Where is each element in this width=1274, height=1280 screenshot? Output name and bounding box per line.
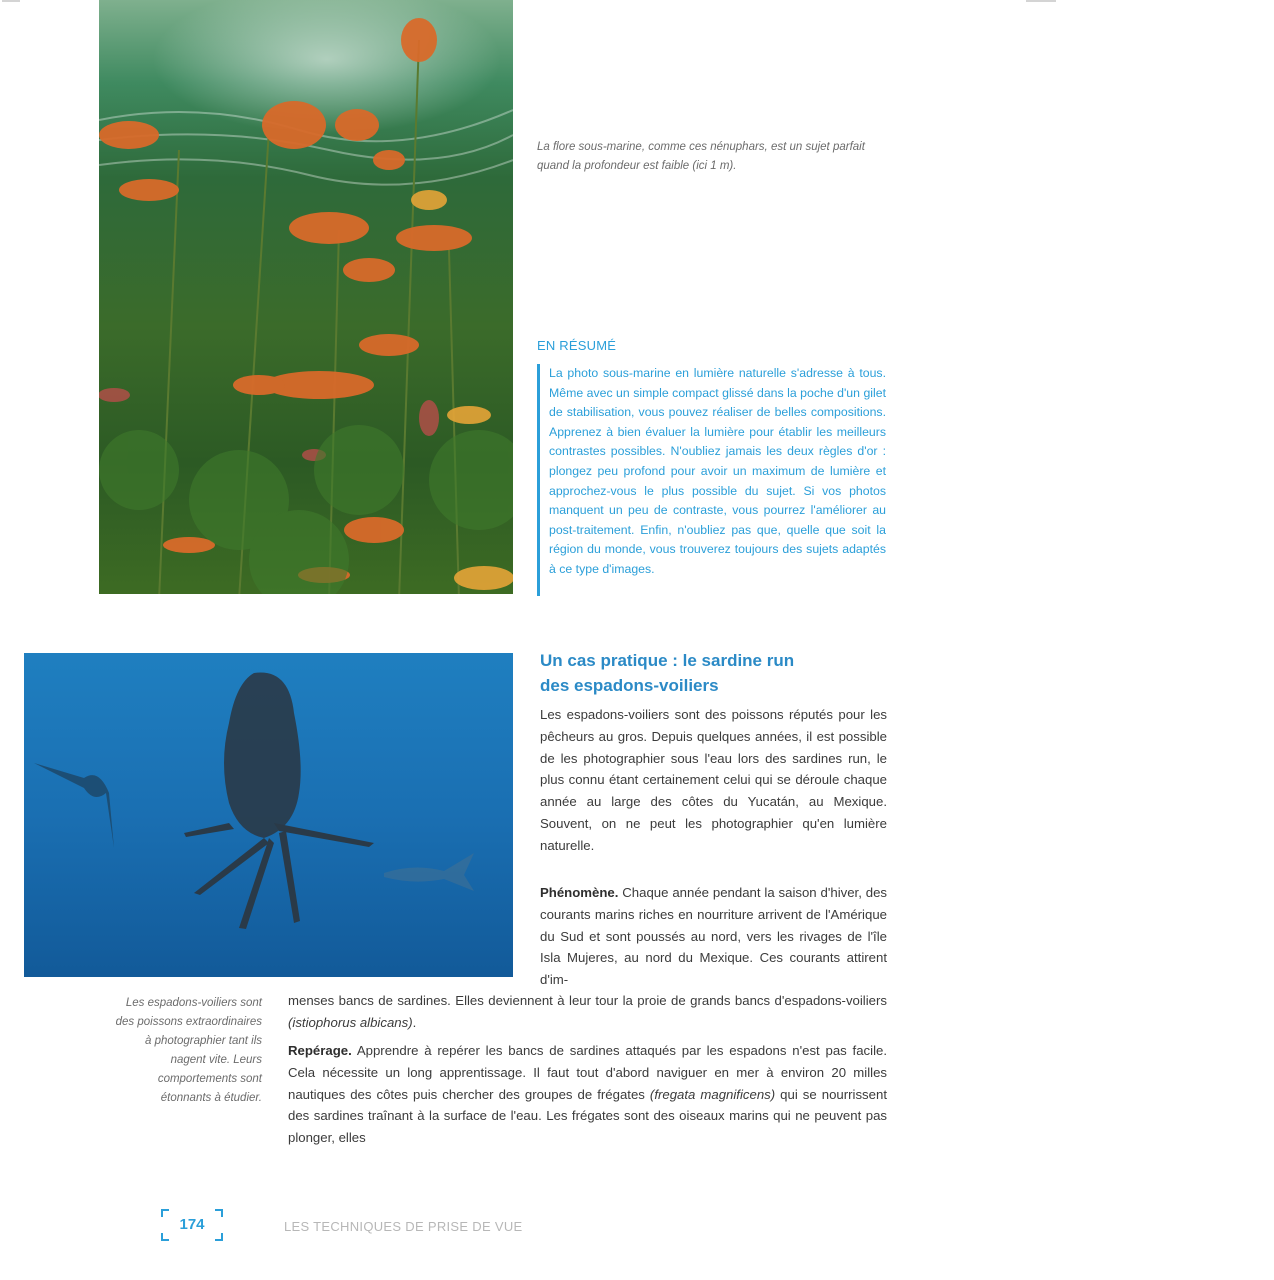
reperage-text-a: Apprendre à repérer les bancs de sardines attaqués par les espadons n'est pas facile. Cela nécessite un long apprentissage. Il faut tout d'abord naviguer en mer à environ 20 milles nautiques des côtes puis chercher des groupes de frégates <box>288 1043 887 1102</box>
summary-heading: EN RÉSUMÉ <box>537 338 617 353</box>
lilies-caption: La flore sous-marine, comme ces nénuphars, est un sujet parfait quand la profondeur est faible (ici 1 m). <box>537 141 865 172</box>
sailfish-latin-name: (istiophorus albicans) <box>288 1014 413 1030</box>
frigate-latin-name: (fregata magnificens) <box>649 1086 776 1102</box>
crop-mark-left <box>2 0 20 2</box>
summary-text: La photo sous-marine en lumière naturelle s'adresse à tous. Même avec un simple compact glissé dans la poche d'un gilet de stabilisation, vous pouvez réaliser de belles compositions. Apprenez à bien évaluer la lumière pour établir les meilleurs contrastes possibles. N'oubliez jamais les deux règles d'or : plongez peu profond pour avoir un maximum de lumière et approchez-vous le plus possible du sujet. Si vos photos manquent un peu de contraste, vous pourrez l'améliorer au post-traitement. Enfin, n'oubliez pas que, quelle que soit la région du monde, vous trouverez toujours des sujets adaptés à ce type d'images. <box>549 366 886 576</box>
paragraph-phenomenon <box>540 882 887 991</box>
phenomenon-text-a: Chaque année pendant la saison d'hiver, des courants marins riches en nourriture arrivent de l'Amérique du Sud et sont poussés au nord, vers les rivages de l'île Isla Mujeres, au nord du Mexique. Ces courants attirent d'im- <box>540 885 887 988</box>
section-heading <box>540 648 890 698</box>
paragraph-reperage <box>288 1040 887 1149</box>
page-number-box <box>161 1209 223 1241</box>
sailfish-photo <box>24 653 513 977</box>
reperage-text-b: qui se nourrissent des sardines traînant à la surface de l'eau. Les frégates sont des oiseaux marins qui ne peuvent pas plonger, elles <box>288 1086 887 1146</box>
phenomenon-text-end: . <box>412 1014 417 1030</box>
crop-mark-right <box>1026 0 1056 2</box>
sailfish-caption: Les espadons-voiliers sont des poissons extraordinaires à photographier tant ils nagent vite. Leurs comportements sont étonnants à étudier. <box>115 997 262 1104</box>
water-lilies-photo <box>99 0 513 594</box>
summary-box <box>537 364 886 596</box>
page-number: 174 <box>179 1216 205 1233</box>
running-head: LES TECHNIQUES DE PRISE DE VUE <box>284 1219 523 1234</box>
phenomenon-text-b: menses bancs de sardines. Elles deviennent à leur tour la proie de grands bancs d'espadons-voiliers <box>288 993 887 1008</box>
section-heading-line2: des espadons-voiliers <box>540 676 719 695</box>
reperage-runin: Repérage. <box>288 1043 352 1058</box>
phenomenon-runin: Phénomène. <box>540 885 619 900</box>
paragraph-intro: Les espadons-voiliers sont des poissons réputés pour les pêcheurs au gros. Depuis quelques années, il est possible de les photographier sous l'eau lors des sardines run, le plus connu étant certainement celui qui se déroule chaque année au large des côtes du Yucatán, au Mexique. Souvent, on ne peut les photographier qu'en lumière naturelle. <box>540 707 887 853</box>
paragraph-phenomenon-continued <box>288 990 887 1034</box>
section-heading-line1: Un cas pratique : le sardine run <box>540 651 795 670</box>
